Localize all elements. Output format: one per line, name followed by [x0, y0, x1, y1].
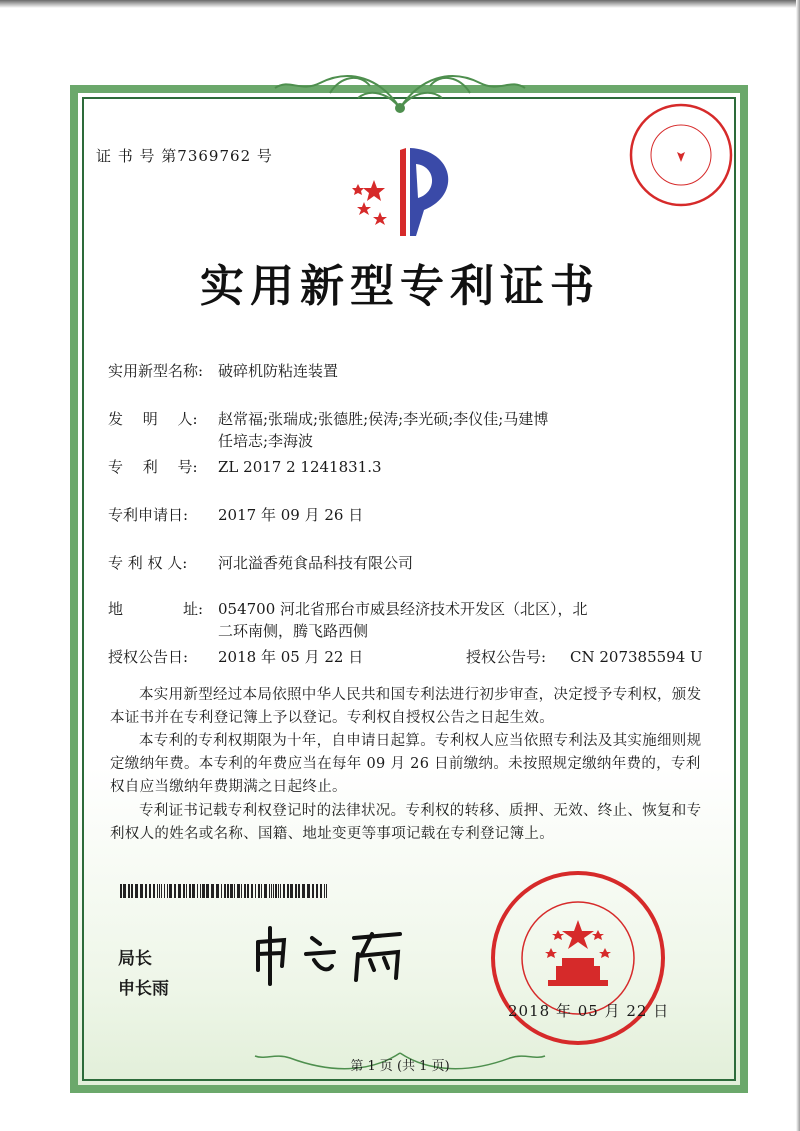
utility-model-name-value: 破碎机防粘连装置 — [218, 362, 339, 380]
grant-date-label: 授权公告日: — [108, 648, 189, 666]
patentee-row — [108, 552, 698, 574]
utility-model-name-row — [108, 360, 698, 382]
director-name: 申长雨 — [118, 979, 169, 999]
filing-date-row — [108, 504, 698, 526]
scan-edge-top — [0, 0, 800, 8]
inventors-row — [108, 408, 698, 452]
barcode — [120, 884, 330, 898]
patent-number-label: 专 利 号: — [108, 458, 198, 476]
tax-office-stamp — [626, 100, 736, 210]
director-signature — [250, 920, 420, 990]
paragraph-legal-status: 专利证书记载专利权登记时的法律状况。专利权的转移、质押、无效、终止、恢复和专利权人的姓名或名称、国籍、地址变更等事项记载在专利登记簿上。 — [110, 803, 702, 842]
patent-office-emblem — [344, 140, 474, 250]
address-value-line1: 054700 河北省邢台市威县经济技术开发区（北区），北 — [218, 600, 588, 618]
patentee-value: 河北溢香苑食品科技有限公司 — [218, 554, 414, 572]
filing-date-value: 2017 年 09 月 26 日 — [218, 506, 364, 524]
seal-date: 2018 年 05 月 22 日 — [508, 1002, 670, 1020]
grant-number-label: 授权公告号: — [466, 648, 547, 666]
patentee-label: 专 利 权 人: — [108, 554, 188, 572]
page-footer: 第 1 页 (共 1 页) — [350, 1059, 450, 1074]
certificate-title: 实用新型专利证书 — [200, 261, 600, 312]
address-label: 地 址: — [108, 600, 204, 618]
grant-date-row — [108, 646, 703, 668]
scan-edge-right — [796, 0, 800, 1131]
director-title: 局长 — [118, 949, 152, 969]
filing-date-label: 专利申请日: — [108, 506, 189, 524]
paragraph-grant-decision: 本实用新型经过本局依照中华人民共和国专利法进行初步审查，决定授予专利权，颁发本证书并在专利登记簿上予以登记。专利权自授权公告之日起生效。 — [110, 687, 702, 726]
inventors-label: 发 明 人: — [108, 410, 198, 428]
inventors-value-line2: 任培志;李海波 — [218, 432, 314, 450]
patent-number-value: ZL 2017 2 1241831.3 — [218, 458, 382, 476]
address-value-line2: 二环南侧，腾飞路西侧 — [218, 622, 369, 640]
national-ip-office-seal — [488, 868, 668, 1048]
certificate-number: 证 书 号 第7369762 号 — [96, 147, 273, 165]
grant-number-value: CN 207385594 U — [570, 648, 703, 666]
grant-date-value: 2018 年 05 月 22 日 — [218, 648, 364, 666]
inventors-value-line1: 赵常福;张瑞成;张德胜;侯涛;李光硕;李仪佳;马建博 — [218, 410, 549, 428]
top-ornament — [270, 58, 530, 118]
paragraph-patent-term: 本专利的专利权期限为十年，自申请日起算。专利权人应当依照专利法及其实施细则规定缴纳年费。本专利的年费应当在每年 09 月 26 日前缴纳。未按照规定缴纳年费的，专利权自应当缴纳年费期满之日起终止。 — [110, 733, 702, 795]
utility-model-name-label: 实用新型名称: — [108, 362, 204, 380]
address-row — [108, 598, 698, 642]
patent-number-row — [108, 456, 698, 478]
